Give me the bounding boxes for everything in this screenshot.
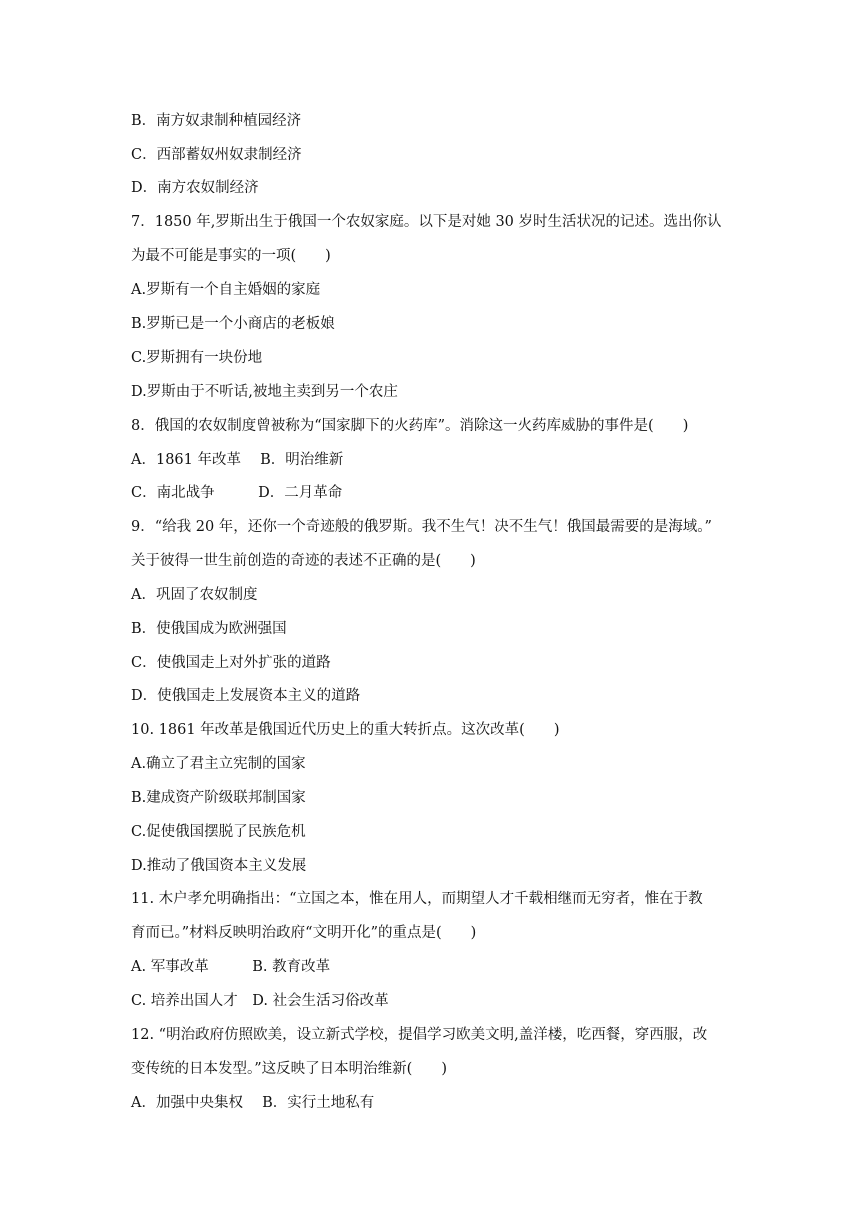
option-line: A. 军事改革 B. 教育改革 <box>131 959 331 975</box>
option-line: A.罗斯有一个自主婚姻的家庭 <box>131 282 321 298</box>
question-11-line-1: 11. 木户孝允明确指出：“立国之本，惟在用人，而期望人才千载相继而无穷者，惟在于教 <box>131 891 703 907</box>
option-line: C. 培养出国人才 D. 社会生活习俗改革 <box>131 993 389 1009</box>
question-7-line-2: 为最不可能是事实的一项( ) <box>131 248 331 264</box>
option-line: B．使俄国成为欧洲强国 <box>131 621 287 637</box>
question-8-line: 8．俄国的农奴制度曾被称为“国家脚下的火药库”。消除这一火药库威胁的事件是( ) <box>131 418 689 434</box>
option-line: C.罗斯拥有一块份地 <box>131 350 263 366</box>
option-line: C．使俄国走上对外扩张的道路 <box>131 655 331 671</box>
option-line: D．南方农奴制经济 <box>131 180 259 196</box>
option-line: A.确立了君主立宪制的国家 <box>131 756 306 772</box>
question-11-line-2: 育而已。”材料反映明治政府“文明开化”的重点是( ) <box>131 925 477 941</box>
question-9-line-1: 9．“给我 20 年，还你一个奇迹般的俄罗斯。我不生气！决不生气！俄国最需要的是海域。” <box>131 519 712 535</box>
question-10-line: 10. 1861 年改革是俄国近代历史上的重大转折点。这次改革( ) <box>131 722 560 738</box>
option-line: B.建成资产阶级联邦制国家 <box>131 790 306 806</box>
option-line: C.促使俄国摆脱了民族危机 <box>131 824 306 840</box>
option-line: D.推动了俄国资本主义发展 <box>131 858 307 874</box>
option-line: C．西部蓄奴州奴隶制经济 <box>131 147 302 163</box>
option-line: A．巩固了农奴制度 <box>131 587 258 603</box>
option-line: D.罗斯由于不听话,被地主卖到另一个农庄 <box>131 384 398 400</box>
question-12-line-1: 12. “明治政府仿照欧美，设立新式学校，提倡学习欧美文明,盖洋楼，吃西餐，穿西服，改 <box>131 1027 708 1043</box>
option-line: D．使俄国走上发展资本主义的道路 <box>131 688 361 704</box>
question-7-line-1: 7．1850 年,罗斯出生于俄国一个农奴家庭。以下是对她 30 岁时生活状况的记述。选出你认 <box>131 214 722 230</box>
option-line: B．南方奴隶制种植园经济 <box>131 113 302 129</box>
option-line: A．1861 年改革 B．明治维新 <box>131 452 344 468</box>
question-9-line-2: 关于彼得一世生前创造的奇迹的表述不正确的是( ) <box>131 553 476 569</box>
option-line: B.罗斯已是一个小商店的老板娘 <box>131 316 335 332</box>
option-line: A．加强中央集权 B．实行土地私有 <box>131 1095 375 1111</box>
option-line: C．南北战争 D．二月革命 <box>131 485 343 501</box>
question-12-line-2: 变传统的日本发型。”这反映了日本明治维新( ) <box>131 1061 447 1077</box>
